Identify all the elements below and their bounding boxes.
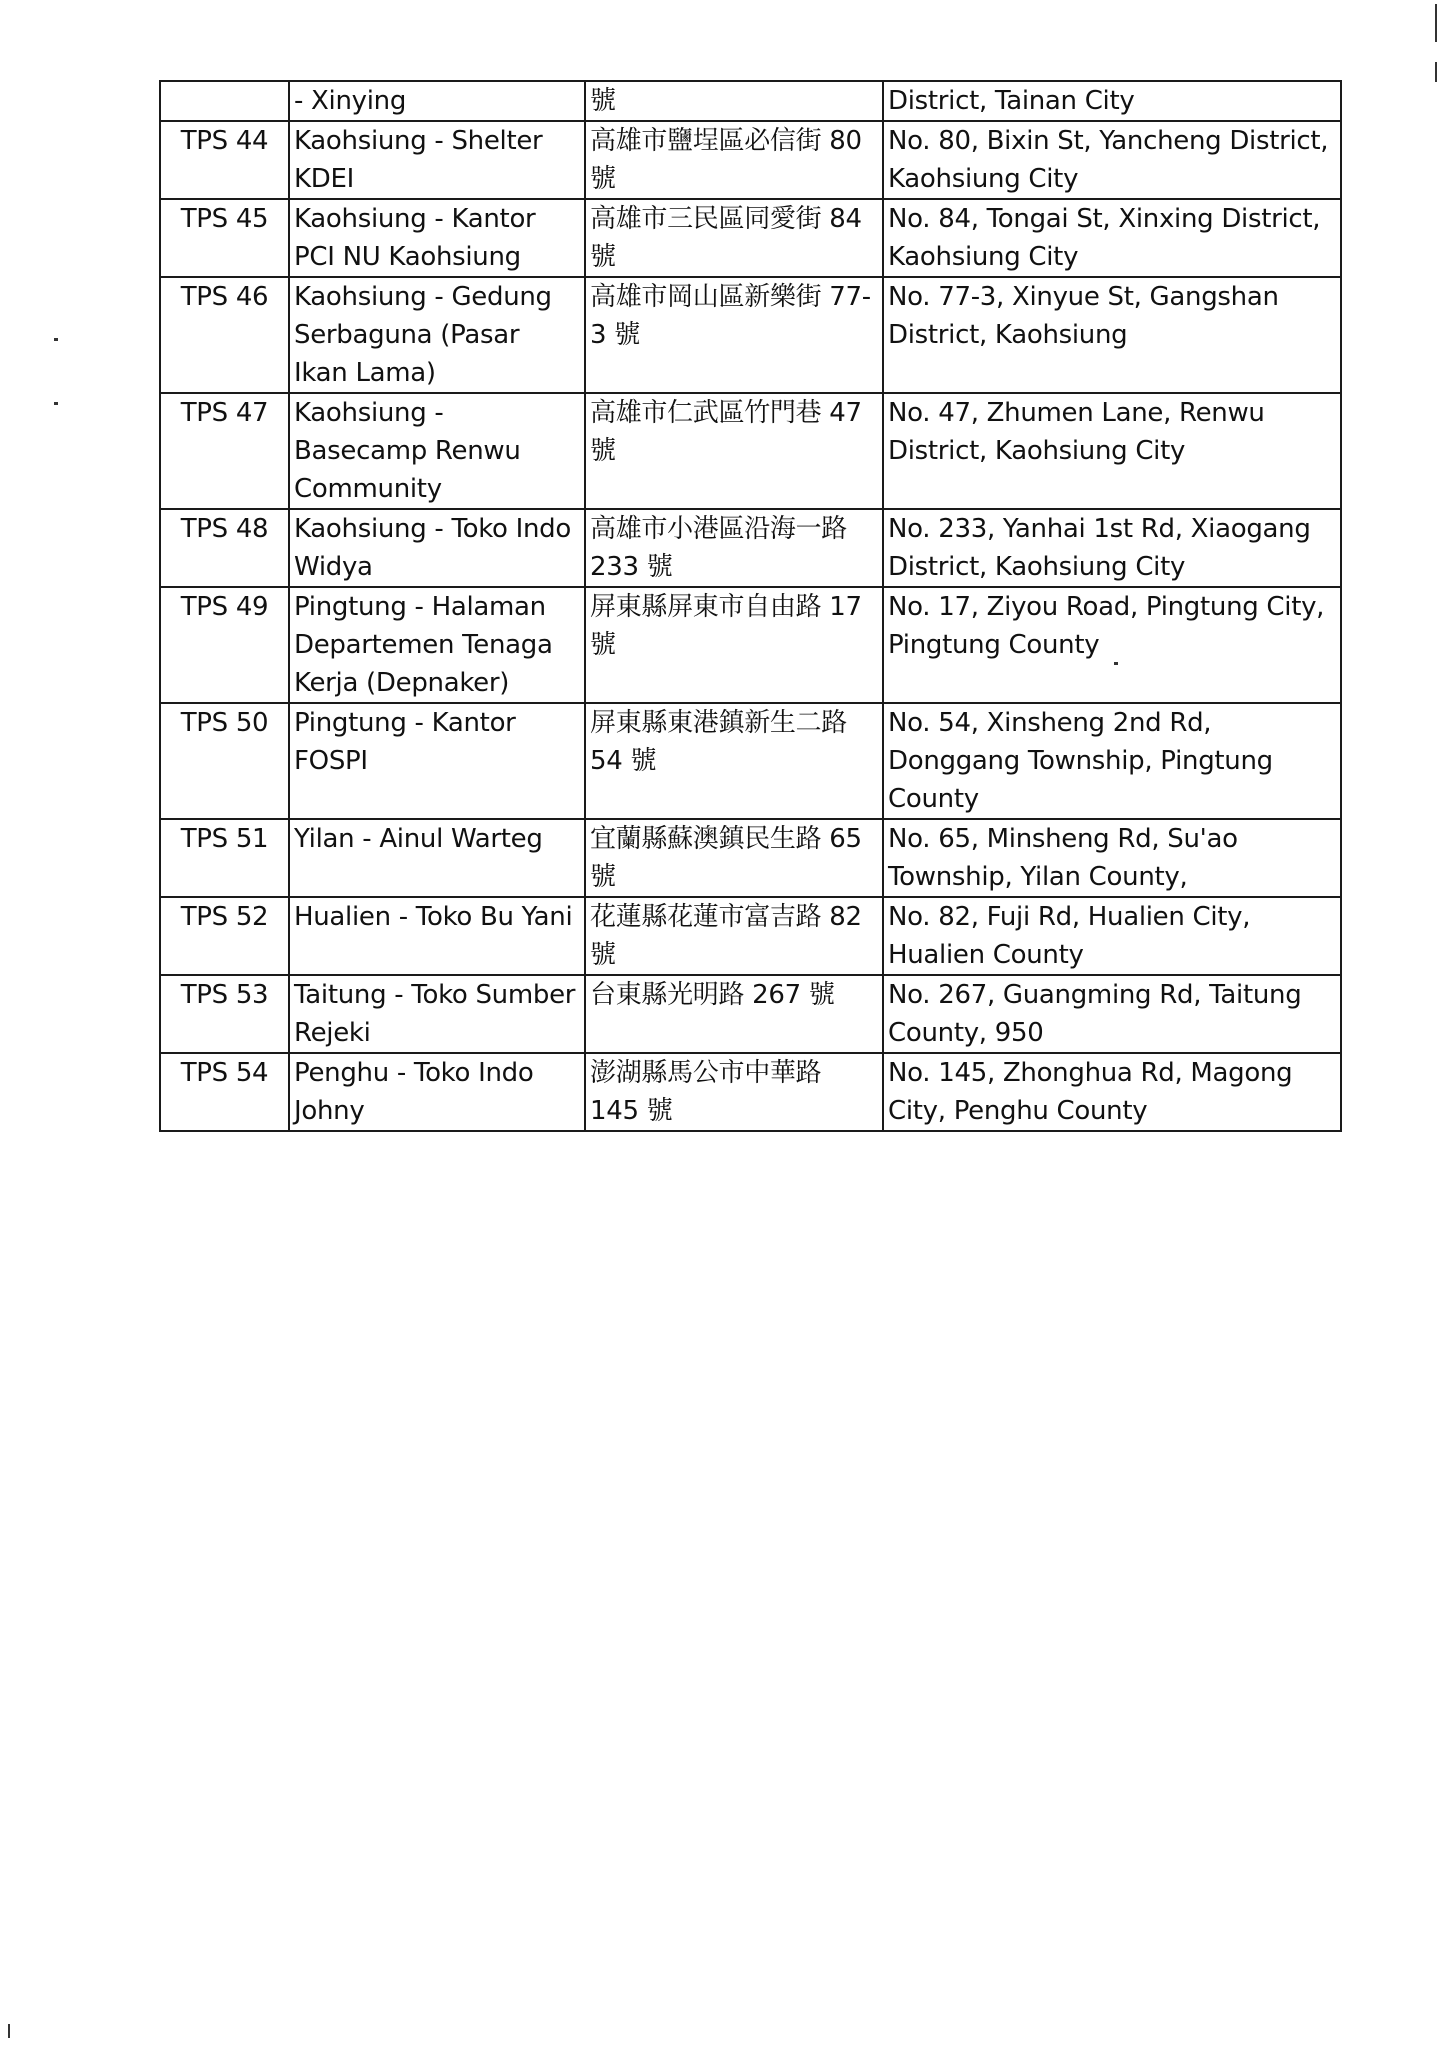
table-row xyxy=(160,393,1341,509)
table-body xyxy=(160,81,1341,1131)
address-chinese-cell: 屏東縣東港鎮新生二路 54 號 xyxy=(585,703,883,819)
address-english-cell: No. 82, Fuji Rd, Hualien City, Hualien County xyxy=(883,897,1341,975)
address-chinese-cell: 高雄市仁武區竹門巷 47 號 xyxy=(585,393,883,509)
address-english-cell: No. 267, Guangming Rd, Taitung County, 950 xyxy=(883,975,1341,1053)
address-english-cell: No. 54, Xinsheng 2nd Rd, Donggang Township, Pingtung County xyxy=(883,703,1341,819)
tps-id-cell: TPS 48 xyxy=(160,509,289,587)
location-name-cell: Kaohsiung - Shelter KDEI xyxy=(289,121,585,199)
tps-id-cell: TPS 49 xyxy=(160,587,289,703)
table-row xyxy=(160,277,1341,393)
address-chinese-cell: 高雄市鹽埕區必信街 80 號 xyxy=(585,121,883,199)
location-name-cell: - Xinying xyxy=(289,81,585,121)
polling-station-table xyxy=(159,80,1342,1132)
table-row xyxy=(160,897,1341,975)
tps-id-cell: TPS 50 xyxy=(160,703,289,819)
address-english-cell: No. 77-3, Xinyue St, Gangshan District, Kaohsiung xyxy=(883,277,1341,393)
tps-id-cell: TPS 45 xyxy=(160,199,289,277)
location-name-cell: Kaohsiung - Gedung Serbaguna (Pasar Ikan Lama) xyxy=(289,277,585,393)
scan-speck xyxy=(54,402,58,405)
tps-id-cell: TPS 46 xyxy=(160,277,289,393)
address-english-cell: No. 84, Tongai St, Xinxing District, Kaohsiung City xyxy=(883,199,1341,277)
location-name-cell: Pingtung - Kantor FOSPI xyxy=(289,703,585,819)
location-name-cell: Yilan - Ainul Warteg xyxy=(289,819,585,897)
address-chinese-cell: 號 xyxy=(585,81,883,121)
address-chinese-cell: 屏東縣屏東市自由路 17 號 xyxy=(585,587,883,703)
table-row xyxy=(160,509,1341,587)
tps-id-cell: TPS 47 xyxy=(160,393,289,509)
table-row xyxy=(160,1053,1341,1131)
location-name-cell: Kaohsiung - Kantor PCI NU Kaohsiung xyxy=(289,199,585,277)
tps-id-cell: TPS 54 xyxy=(160,1053,289,1131)
address-english-cell: No. 80, Bixin St, Yancheng District, Kaohsiung City xyxy=(883,121,1341,199)
table-row xyxy=(160,587,1341,703)
scan-edge-mark xyxy=(1435,4,1437,42)
address-english-cell: No. 17, Ziyou Road, Pingtung City, Pingtung County xyxy=(883,587,1341,703)
tps-id-cell: TPS 44 xyxy=(160,121,289,199)
table-row xyxy=(160,975,1341,1053)
scan-edge-mark xyxy=(1435,62,1437,82)
location-name-cell: Taitung - Toko Sumber Rejeki xyxy=(289,975,585,1053)
address-english-cell: No. 145, Zhonghua Rd, Magong City, Penghu County xyxy=(883,1053,1341,1131)
address-chinese-cell: 宜蘭縣蘇澳鎮民生路 65 號 xyxy=(585,819,883,897)
address-chinese-cell: 花蓮縣花蓮市富吉路 82 號 xyxy=(585,897,883,975)
address-chinese-cell: 高雄市小港區沿海一路 233 號 xyxy=(585,509,883,587)
address-chinese-cell: 澎湖縣馬公市中華路 145 號 xyxy=(585,1053,883,1131)
table-row xyxy=(160,819,1341,897)
address-english-cell: No. 65, Minsheng Rd, Su'ao Township, Yilan County, xyxy=(883,819,1341,897)
table-row xyxy=(160,199,1341,277)
tps-id-cell: TPS 52 xyxy=(160,897,289,975)
address-chinese-cell: 台東縣光明路 267 號 xyxy=(585,975,883,1053)
table-row xyxy=(160,121,1341,199)
location-name-cell: Hualien - Toko Bu Yani xyxy=(289,897,585,975)
location-name-cell: Pingtung - Halaman Departemen Tenaga Kerja (Depnaker) xyxy=(289,587,585,703)
tps-id-cell: TPS 51 xyxy=(160,819,289,897)
table-row xyxy=(160,703,1341,819)
location-name-cell: Kaohsiung - Basecamp Renwu Community xyxy=(289,393,585,509)
tps-id-cell xyxy=(160,81,289,121)
address-chinese-cell: 高雄市岡山區新樂街 77-3 號 xyxy=(585,277,883,393)
table-row xyxy=(160,81,1341,121)
address-english-cell: District, Tainan City xyxy=(883,81,1341,121)
tps-id-cell: TPS 53 xyxy=(160,975,289,1053)
address-chinese-cell: 高雄市三民區同愛街 84 號 xyxy=(585,199,883,277)
location-name-cell: Penghu - Toko Indo Johny xyxy=(289,1053,585,1131)
location-name-cell: Kaohsiung - Toko Indo Widya xyxy=(289,509,585,587)
address-english-cell: No. 47, Zhumen Lane, Renwu District, Kaohsiung City xyxy=(883,393,1341,509)
address-english-cell: No. 233, Yanhai 1st Rd, Xiaogang District, Kaohsiung City xyxy=(883,509,1341,587)
scan-speck xyxy=(8,2024,10,2038)
scan-speck xyxy=(54,338,58,341)
